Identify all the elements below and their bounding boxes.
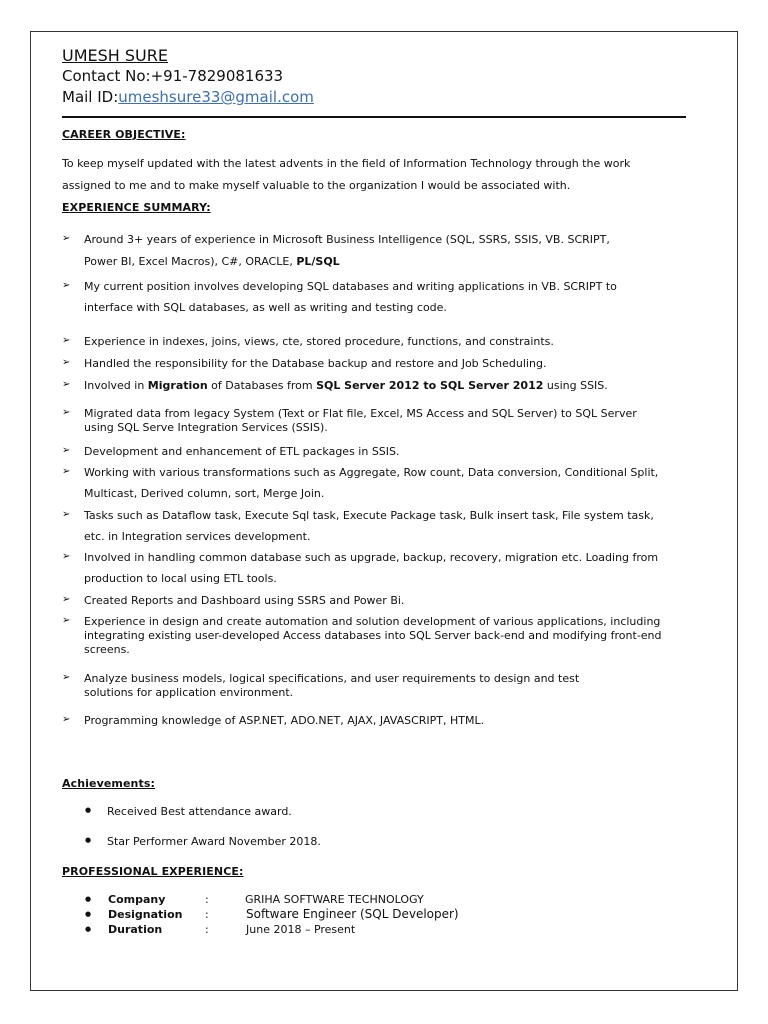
dot-bullet-icon: ● (85, 895, 92, 903)
company-value: GRIHA SOFTWARE TECHNOLOGY (245, 893, 424, 906)
designation-separator: : (205, 908, 209, 921)
arrow-bullet-icon: ➢ (62, 445, 71, 456)
achievements-heading: Achievements: (62, 777, 155, 790)
duration-label: Duration (108, 923, 163, 936)
dot-bullet-icon: ● (85, 925, 92, 933)
career-objective-heading: CAREER OBJECTIVE: (62, 128, 186, 141)
mail-line (62, 88, 314, 106)
company-label: Company (108, 893, 166, 906)
resume-page: UMESH SURE Contact No:+91-7829081633 Mail ID:umeshsure33@gmail.com CAREER OBJECTIVE: To keep myself updated with the latest advents in the field of Information Technology through the work assigned to me and to make myself valuable to the organization I would be associated with. EXPERIENCE SUMMARY: ➢ Around 3+ years of experience in Microsoft Business Intelligence (SQL, SSRS, SSIS, VB. SCRIPT, Power BI, Excel Macros), C#, ORACLE, PL/SQL ➢ My current position involves developing SQL databases and writing applications in VB. SCRIPT to interface with SQL databases, as well as writing and testing code. ➢ Experience in indexes, joins, views, cte, stored procedure, functions, and constraints. ➢ Handled the responsibility for the Database backup and restore and Job Scheduling. ➢ Involved in Migration of Databases from SQL Server 2012 to SQL Server 2012 using SSIS. ➢ Migrated data from legacy System (Text or Flat file, Excel, MS Access and SQL Server) to SQL Server using SQL Serve Integration Services (SSIS). ➢ Development and enhancement of ETL packages in SSIS. ➢ Working with various transformations such as Aggregate, Row count, Data conversion, Conditional Split, Multicast, Derived column, sort, Merge Join. ➢ Tasks such as Dataflow task, Execute Sql task, Execute Package task, Bulk insert task, File system task, etc. in Integration services development. ➢ Involved in handling common database such as upgrade, backup, recovery, migration etc. Loading from production to local using ETL tools. ➢ Created Reports and Dashboard using SSRS and Power Bi. ➢ Experience in design and create automation and solution development of various applications, including integrating existing user-developed Access databases into SQL Server back-end and modifying front-end screens. ➢ Analyze business models, logical specifications, and user requirements to design and test solutions for application environment. ➢ Programming knowledge of ASP.NET, ADO.NET, AJAX, JAVASCRIPT, HTML. Achievements: ● Received Best attendance award. ● Star Performer Award November 2018. PROFESSIONAL EXPERIENCE: ● Company : GRIHA SOFTWARE TECHNOLOGY ● Designation : Software Engineer (SQL Developer) ● Duration : June 2018 – Present (30, 31, 738, 991)
designation-label: Designation (108, 908, 183, 921)
arrow-bullet-icon: ➢ (62, 335, 71, 346)
email-link[interactable]: umeshsure33@gmail.com (118, 88, 314, 106)
contact-line (62, 67, 283, 85)
professional-experience-heading: PROFESSIONAL EXPERIENCE: (62, 865, 244, 878)
company-separator: : (205, 893, 209, 906)
arrow-bullet-icon: ➢ (62, 551, 71, 562)
dot-bullet-icon: ● (85, 836, 92, 844)
arrow-bullet-icon: ➢ (62, 379, 71, 390)
contact-value: +91-7829081633 (150, 67, 284, 85)
experience-summary-heading: EXPERIENCE SUMMARY: (62, 201, 211, 214)
duration-value: June 2018 – Present (246, 923, 356, 936)
contact-label: Contact No: (62, 67, 151, 85)
duration-separator: : (205, 923, 209, 936)
arrow-bullet-icon: ➢ (62, 615, 71, 626)
arrow-bullet-icon: ➢ (62, 714, 71, 725)
arrow-bullet-icon: ➢ (62, 233, 71, 244)
career-objective-text: To keep myself updated with the latest advents in the field of Information Technology through the work assigned to me and to make myself valuable to the organization I would be associated with. (62, 157, 631, 192)
arrow-bullet-icon: ➢ (62, 672, 71, 683)
arrow-bullet-icon: ➢ (62, 466, 71, 477)
arrow-bullet-icon: ➢ (62, 407, 71, 418)
mail-label: Mail ID: (62, 88, 119, 106)
arrow-bullet-icon: ➢ (62, 509, 71, 520)
arrow-bullet-icon: ➢ (62, 280, 71, 291)
candidate-name: UMESH SURE (62, 46, 168, 65)
arrow-bullet-icon: ➢ (62, 357, 71, 368)
dot-bullet-icon: ● (85, 910, 92, 918)
arrow-bullet-icon: ➢ (62, 594, 71, 605)
dot-bullet-icon: ● (85, 806, 92, 814)
designation-value: Software Engineer (SQL Developer) (246, 907, 459, 921)
header-divider (62, 116, 686, 118)
